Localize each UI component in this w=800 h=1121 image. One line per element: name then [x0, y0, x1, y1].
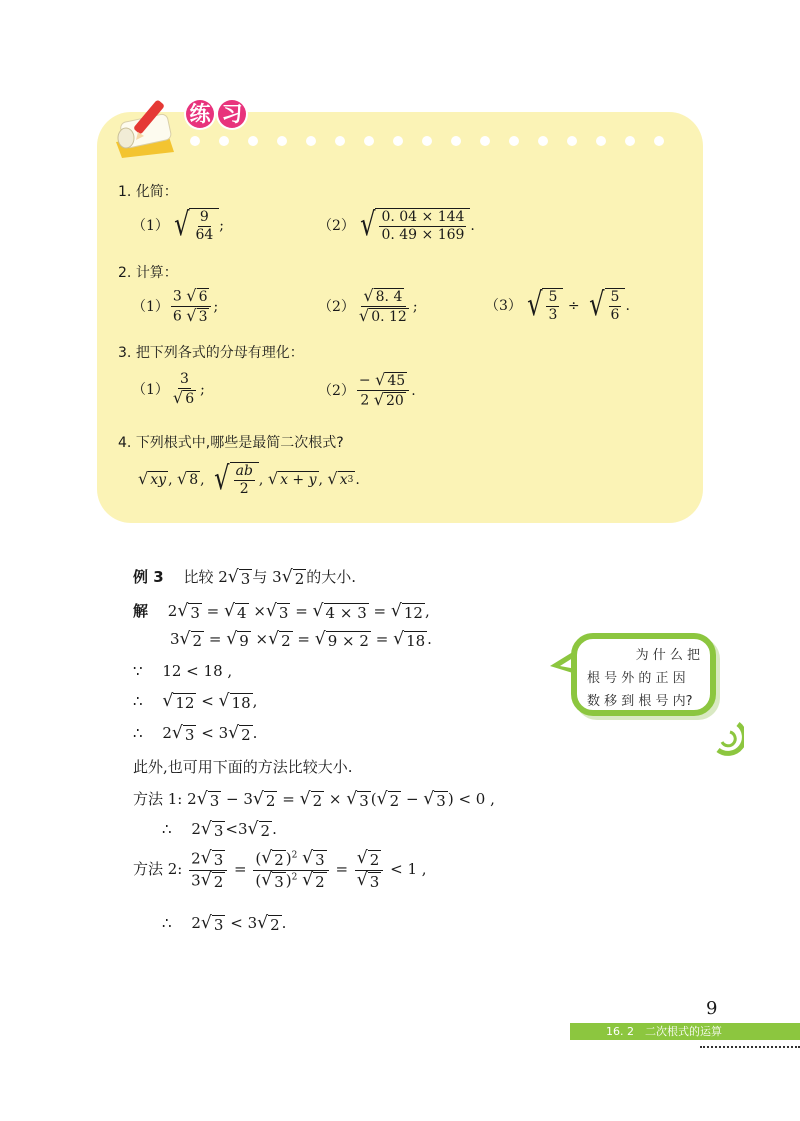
decorative-dot — [567, 136, 577, 146]
radicand: 45 — [387, 373, 406, 389]
question-3 — [118, 342, 304, 362]
example-tail: 的大小. — [306, 568, 357, 586]
part-label: （1） — [132, 298, 169, 315]
decorative-dot — [277, 136, 287, 146]
punct: . — [355, 471, 360, 488]
question-text: 把下列各式的分母有理化： — [135, 345, 304, 361]
decorative-dot — [306, 136, 316, 146]
radicand: 3 — [359, 791, 369, 810]
denominator: 64 — [195, 227, 214, 244]
therefore-symbol: ∴ — [162, 820, 172, 838]
radicand: 2 — [274, 851, 284, 869]
question-text: 化简： — [135, 184, 178, 200]
sep: , — [168, 471, 173, 488]
radicand: 18 — [406, 631, 426, 650]
radicand: 2 — [270, 915, 280, 934]
coef: 6 — [172, 309, 182, 326]
scroll-pencil-icon — [108, 92, 188, 162]
numerator: 0. 04 × 144 — [379, 210, 466, 227]
sep: , — [318, 471, 323, 488]
radicand: 2 — [315, 872, 325, 891]
decorative-dot — [422, 136, 432, 146]
method-tail: < 0 , — [458, 790, 495, 808]
radicand: 8. 4 — [375, 289, 403, 305]
example-heading: 例 3 比较 2 √ 3 与 3 √ 2 的大小. — [133, 566, 357, 588]
because-text: 12 < 18 , — [162, 662, 233, 680]
section-footer: 16. 2 二次根式的运算 — [570, 1023, 800, 1040]
question-number: 4. — [118, 435, 132, 451]
radicand: 12 — [175, 693, 195, 712]
radicand: 6 — [185, 391, 195, 408]
radicand: 2 — [312, 791, 323, 810]
numerator: 5 — [609, 290, 622, 307]
denominator: 2 — [239, 481, 249, 498]
exponent: 2 — [291, 871, 298, 882]
coef: 2 — [191, 914, 201, 932]
coef: 3 — [172, 288, 182, 305]
coef: 2 — [191, 820, 201, 838]
radicand: 3 — [240, 569, 251, 588]
radicand: 18 — [231, 693, 251, 712]
radicand: x — [339, 472, 348, 489]
bubble-line-1: 为 什 么 把 — [635, 648, 700, 663]
radicand: 3 — [213, 821, 224, 840]
practice-title-char-2: 习 — [218, 100, 246, 128]
decorative-dot — [451, 136, 461, 146]
solution-line-1: 解 2 √ 3 = √ 4 × √ 3 = √ 4 × 3 = √ 12 , — [133, 600, 430, 622]
therefore-symbol: ∴ — [133, 692, 143, 710]
therefore-symbol: ∴ — [162, 914, 172, 932]
solution-label: 解 — [133, 602, 149, 620]
bubble-line-2: 根 号 外 的 正 因 — [587, 670, 686, 686]
punct: ; — [200, 381, 205, 398]
radicand: 2 — [369, 851, 380, 869]
radicand: 2 — [241, 725, 251, 744]
coef: 2 — [218, 568, 228, 586]
method-1-therefore: ∴ 2 √ 3 <3 √ 2 . — [162, 818, 277, 840]
radicand: 2 — [192, 631, 203, 650]
question-1 — [118, 181, 178, 201]
radicand: 2 — [213, 872, 224, 891]
radicand: 0. 12 — [371, 309, 407, 326]
radicand: 6 — [198, 289, 208, 305]
radicand: 9 — [239, 631, 249, 650]
question-number: 1. — [118, 184, 132, 200]
decorative-dot — [335, 136, 345, 146]
radicand: 3 — [209, 791, 220, 810]
decorative-dot — [393, 136, 403, 146]
decorative-dot — [364, 136, 374, 146]
denominator: 3 — [548, 307, 558, 324]
operator: < — [225, 820, 238, 838]
method-label: 方法 2: — [133, 860, 183, 878]
denominator: 6 — [610, 307, 620, 324]
therefore-symbol: ∴ — [133, 724, 143, 742]
radicand: 2 — [265, 791, 276, 810]
practice-title — [180, 99, 252, 129]
q1-part-2 — [318, 205, 475, 244]
radical: √ $\frac{9}{64}$ — [169, 208, 219, 244]
coef: 3 — [243, 790, 253, 808]
coef: 3 — [218, 724, 229, 742]
radicand: 3 — [436, 791, 446, 810]
radicand: 3 — [213, 915, 224, 934]
coef: 3 — [238, 820, 248, 838]
radicand: 2 — [260, 821, 271, 840]
footer-dotted-line — [700, 1046, 800, 1048]
coef: 3 — [170, 630, 180, 648]
punct: ; — [219, 217, 224, 234]
q3-part-2: （2） − √ 45 2 √ 20 . — [318, 370, 416, 410]
question-number: 3. — [118, 345, 132, 361]
coef: 3 — [191, 870, 201, 889]
fraction: 3 √ 6 6 √ 3 — [171, 288, 212, 326]
also-text: 此外,也可用下面的方法比较大小. — [133, 758, 353, 776]
numerator: 3 — [178, 372, 191, 389]
therefore-line-1: ∴ √ 12 < √ 18 , — [133, 690, 258, 712]
radicand: 2 — [281, 631, 291, 650]
speech-bubble — [571, 633, 716, 716]
decorative-dot — [219, 136, 229, 146]
radicand: 3 — [274, 872, 284, 891]
punct: ; — [213, 298, 219, 315]
example-label: 例 3 — [133, 568, 164, 586]
radicand: 3 — [278, 603, 289, 622]
punct: . — [427, 630, 432, 648]
q4-radicals: √ xy , √ 8 , √ $\frac{ab}{2}$ , √ x + y , √ x 3 . — [138, 459, 360, 498]
q2-part-1 — [132, 288, 218, 326]
coef: 2 — [167, 602, 178, 620]
punct: ; — [412, 298, 418, 315]
decorative-dot — [509, 136, 519, 146]
exponent: 2 — [291, 850, 298, 861]
radicand: 3 — [369, 872, 380, 891]
coef: 3 — [272, 568, 282, 586]
method-label: 方法 1: — [133, 790, 183, 808]
operator: ÷ — [567, 297, 580, 314]
operator: < — [201, 724, 214, 742]
coef: 2 — [360, 393, 370, 410]
page-number: 9 — [706, 998, 718, 1019]
radicand: 3 — [184, 725, 195, 744]
method-1-line: 方法 1: 2 √ 3 − 3 √ 2 = √ 2 × √ 3 ( √ 2 − √ 3 ) < 0 , — [133, 788, 495, 810]
bubble-line-3: 数 移 到 根 号 内? — [587, 693, 693, 709]
operator: < — [230, 914, 243, 932]
punct: . — [272, 820, 277, 838]
numerator: 9 — [198, 210, 211, 227]
decorative-dot — [596, 136, 606, 146]
punct: . — [625, 297, 630, 314]
radicand: 3 — [190, 603, 200, 622]
radicand: 8 — [189, 472, 199, 489]
radicand: 4 — [237, 603, 247, 622]
decorative-dot — [480, 136, 490, 146]
coef: 2 — [162, 724, 172, 742]
decorative-dot — [654, 136, 664, 146]
therefore-line-2: ∴ 2 √ 3 < 3 √ 2 . — [133, 722, 258, 744]
radicand: 2 — [294, 569, 305, 588]
method-2-therefore: ∴ 2 √ 3 < 3 √ 2 . — [162, 912, 287, 934]
because-line — [133, 660, 232, 681]
example-text: 比较 — [183, 568, 214, 586]
fraction: √ 8. 4 √ 0. 12 — [358, 286, 407, 326]
radicand: 12 — [403, 603, 423, 622]
radical: √ $\frac{0. 04 \times 144}{0. 49 \times 169}$ — [355, 208, 471, 244]
radicand: 3 — [315, 851, 325, 869]
sep: , — [200, 471, 205, 488]
radicand: xy — [150, 472, 167, 489]
connector: 与 — [252, 568, 268, 586]
part-label: （2） — [318, 217, 355, 234]
punct: . — [281, 914, 287, 932]
question-number: 2. — [118, 265, 132, 281]
coef: 2 — [187, 790, 197, 808]
radicand: 4 × 3 — [325, 603, 367, 622]
numerator: ab — [234, 464, 255, 481]
part-label: （1） — [132, 381, 169, 398]
method-tail: < 1 , — [390, 860, 427, 878]
part-label: （3） — [485, 297, 522, 314]
coef: 2 — [191, 849, 201, 868]
question-2 — [118, 262, 178, 282]
exponent: 3 — [347, 474, 354, 485]
question-text: 下列根式中,哪些是最简二次根式? — [135, 435, 344, 451]
radicand: x + y — [280, 472, 317, 489]
solution-line-2: 3 √ 2 = √ 9 × √ 2 = √ 9 × 2 = √ 18 . — [170, 628, 432, 650]
part-label: （2） — [318, 298, 355, 315]
question-text: 计算： — [135, 265, 178, 281]
radicand: 3 — [198, 309, 208, 326]
radicand: 2 — [389, 791, 400, 810]
decorative-dot — [625, 136, 635, 146]
punct: , — [252, 692, 258, 710]
sep: , — [258, 471, 264, 488]
radicand: 20 — [385, 393, 404, 410]
decorative-dots — [190, 136, 690, 148]
question-4 — [118, 432, 344, 452]
denominator: 0. 49 × 169 — [381, 227, 465, 244]
decorative-dot — [190, 136, 200, 146]
decorative-dot — [538, 136, 548, 146]
radicand: 3 — [213, 851, 224, 869]
method-2-line: 方法 2: 2 √ 3 3 √ 2 = ( √ 2 )$^2$ √ 3 ( √ 3 )$^2$ √ 2 = √ 2 √ 3 < 1 , — [133, 848, 427, 891]
radicand: 9 × 2 — [327, 631, 369, 650]
sign: − — [358, 372, 371, 389]
q2-part-2 — [318, 288, 418, 326]
practice-title-char-1: 练 — [186, 100, 214, 128]
part-label: （2） — [318, 382, 355, 399]
swirl-decoration-icon — [708, 720, 744, 756]
punct: . — [252, 724, 258, 742]
numerator: 5 — [546, 290, 559, 307]
punct: . — [470, 217, 475, 234]
decorative-dot — [248, 136, 258, 146]
coef: 3 — [247, 914, 258, 932]
because-symbol: ∵ — [133, 662, 143, 680]
q3-part-1: （1） 3 √ 6 ; — [132, 371, 205, 408]
punct: . — [411, 382, 416, 399]
q2-part-3: （3） √ $\frac{5}{3}$ ÷ √ $\frac{5}{6}$ . — [485, 285, 630, 324]
q1-part-1 — [132, 205, 224, 244]
punct: , — [424, 602, 430, 620]
part-label: （1） — [132, 217, 169, 234]
